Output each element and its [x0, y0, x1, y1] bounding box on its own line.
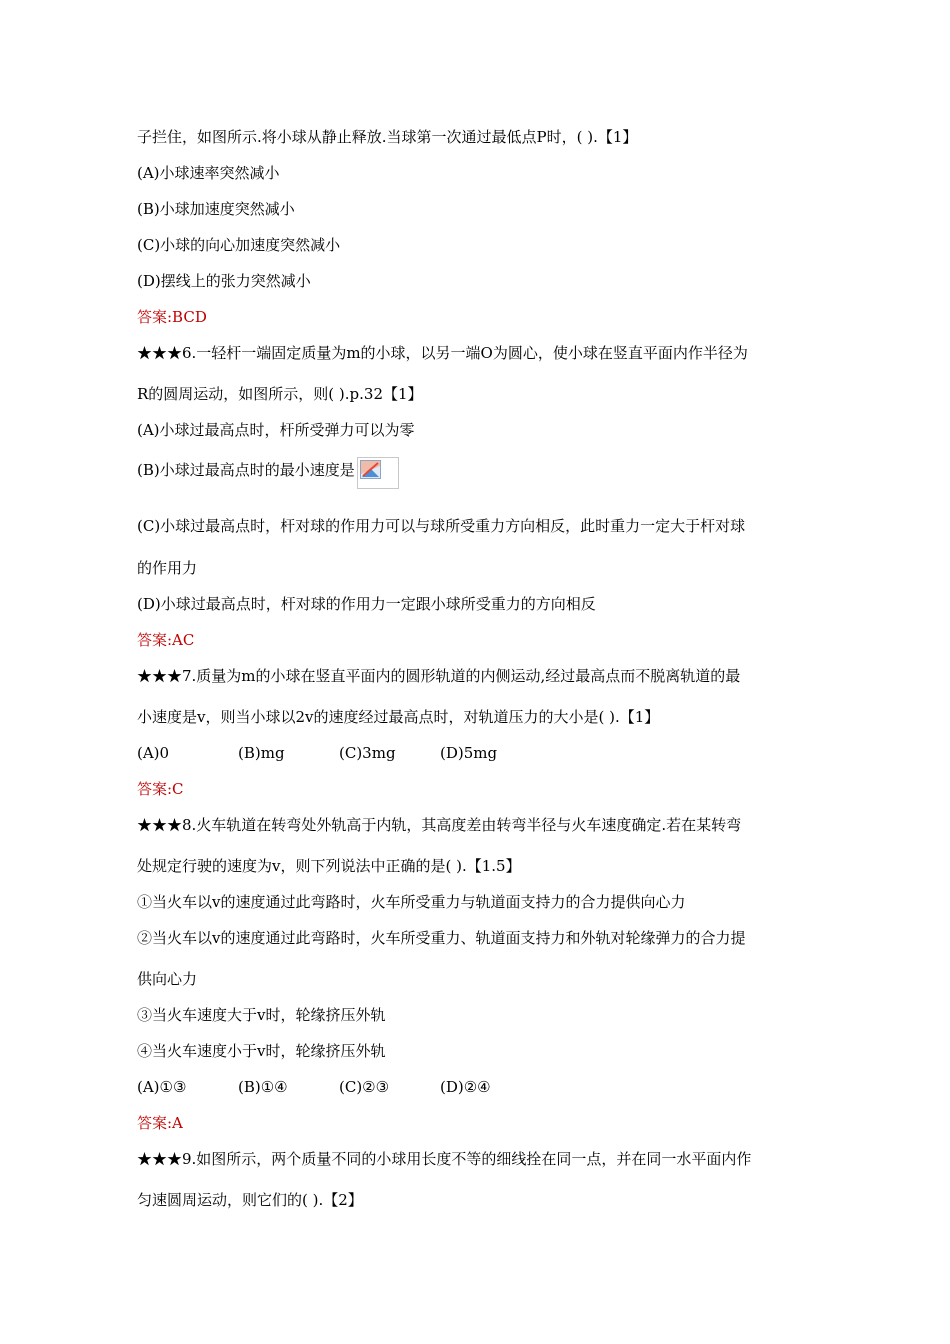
q8-option-c: (C)②③	[339, 1078, 390, 1096]
q5-option-b: (B)小球加速度突然减小	[137, 200, 295, 218]
q7-answer: 答案:C	[137, 780, 184, 798]
q5-option-c: (C)小球的向心加速度突然减小	[137, 236, 341, 254]
q8-stem-line1: ★★★8.火车轨道在转弯处外轨高于内轨，其高度差由转弯半径与火车速度确定.若在某转弯	[137, 816, 742, 834]
q8-statement-1: ①当火车以v的速度通过此弯路时，火车所受重力与轨道面支持力的合力提供向心力	[137, 893, 686, 911]
q6-answer: 答案:AC	[137, 631, 195, 649]
q6-option-a: (A)小球过最高点时，杆所受弹力可以为零	[137, 421, 415, 439]
q7-stem-line2: 小速度是v，则当小球以2v的速度经过最高点时，对轨道压力的大小是( ).【1】	[137, 708, 660, 726]
q6-option-b-text: (B)小球过最高点时的最小速度是	[137, 461, 355, 479]
q8-statement-2-line2: 供向心力	[137, 970, 198, 988]
q8-option-d: (D)②④	[440, 1078, 491, 1096]
q6-option-c-line2: 的作用力	[137, 559, 198, 577]
broken-image-icon	[357, 457, 399, 489]
q8-answer: 答案:A	[137, 1114, 183, 1132]
q7-options	[137, 743, 497, 763]
q6-option-c-line1: (C)小球过最高点时，杆对球的作用力可以与球所受重力方向相反，此时重力一定大于杆对球	[137, 517, 746, 535]
q6-stem-line2: R的圆周运动，如图所示，则( ).p.32【1】	[137, 385, 423, 403]
q6-stem-line1: ★★★6.一轻杆一端固定质量为m的小球，以另一端O为圆心，使小球在竖直平面内作半径为	[137, 344, 748, 362]
q8-stem-line2: 处规定行驶的速度为v，则下列说法中正确的是( ).【1.5】	[137, 857, 521, 875]
q8-option-b: (B)①④	[238, 1078, 288, 1096]
q7-stem-line1: ★★★7.质量为m的小球在竖直平面内的圆形轨道的内侧运动,经过最高点而不脱离轨道的最	[137, 667, 741, 685]
q8-statement-4: ④当火车速度小于v时，轮缘挤压外轨	[137, 1042, 386, 1060]
q5-option-d: (D)摆线上的张力突然减小	[137, 272, 311, 290]
q8-statement-2-line1: ②当火车以v的速度通过此弯路时，火车所受重力、轨道面支持力和外轨对轮缘弹力的合力提	[137, 929, 746, 947]
q5-answer: 答案:BCD	[137, 308, 207, 326]
q8-statement-3: ③当火车速度大于v时，轮缘挤压外轨	[137, 1006, 386, 1024]
q7-option-d: (D)5mg	[440, 744, 498, 762]
q7-option-c: (C)3mg	[339, 744, 396, 762]
q7-option-a: (A)0	[137, 744, 170, 762]
q9-stem-line1: ★★★9.如图所示，两个质量不同的小球用长度不等的细线拴在同一点，并在同一水平面内作	[137, 1150, 752, 1168]
q5-stem-continuation: 子拦住，如图所示.将小球从静止释放.当球第一次通过最低点P时，( ).【1】	[137, 128, 638, 146]
q9-stem-line2: 匀速圆周运动，则它们的( ).【2】	[137, 1191, 363, 1209]
q8-option-a: (A)①③	[137, 1078, 187, 1096]
q6-option-b	[137, 460, 399, 492]
q8-options	[137, 1077, 491, 1097]
q6-option-d: (D)小球过最高点时，杆对球的作用力一定跟小球所受重力的方向相反	[137, 595, 596, 613]
q5-option-a: (A)小球速率突然减小	[137, 164, 280, 182]
q7-option-b: (B)mg	[238, 744, 285, 762]
